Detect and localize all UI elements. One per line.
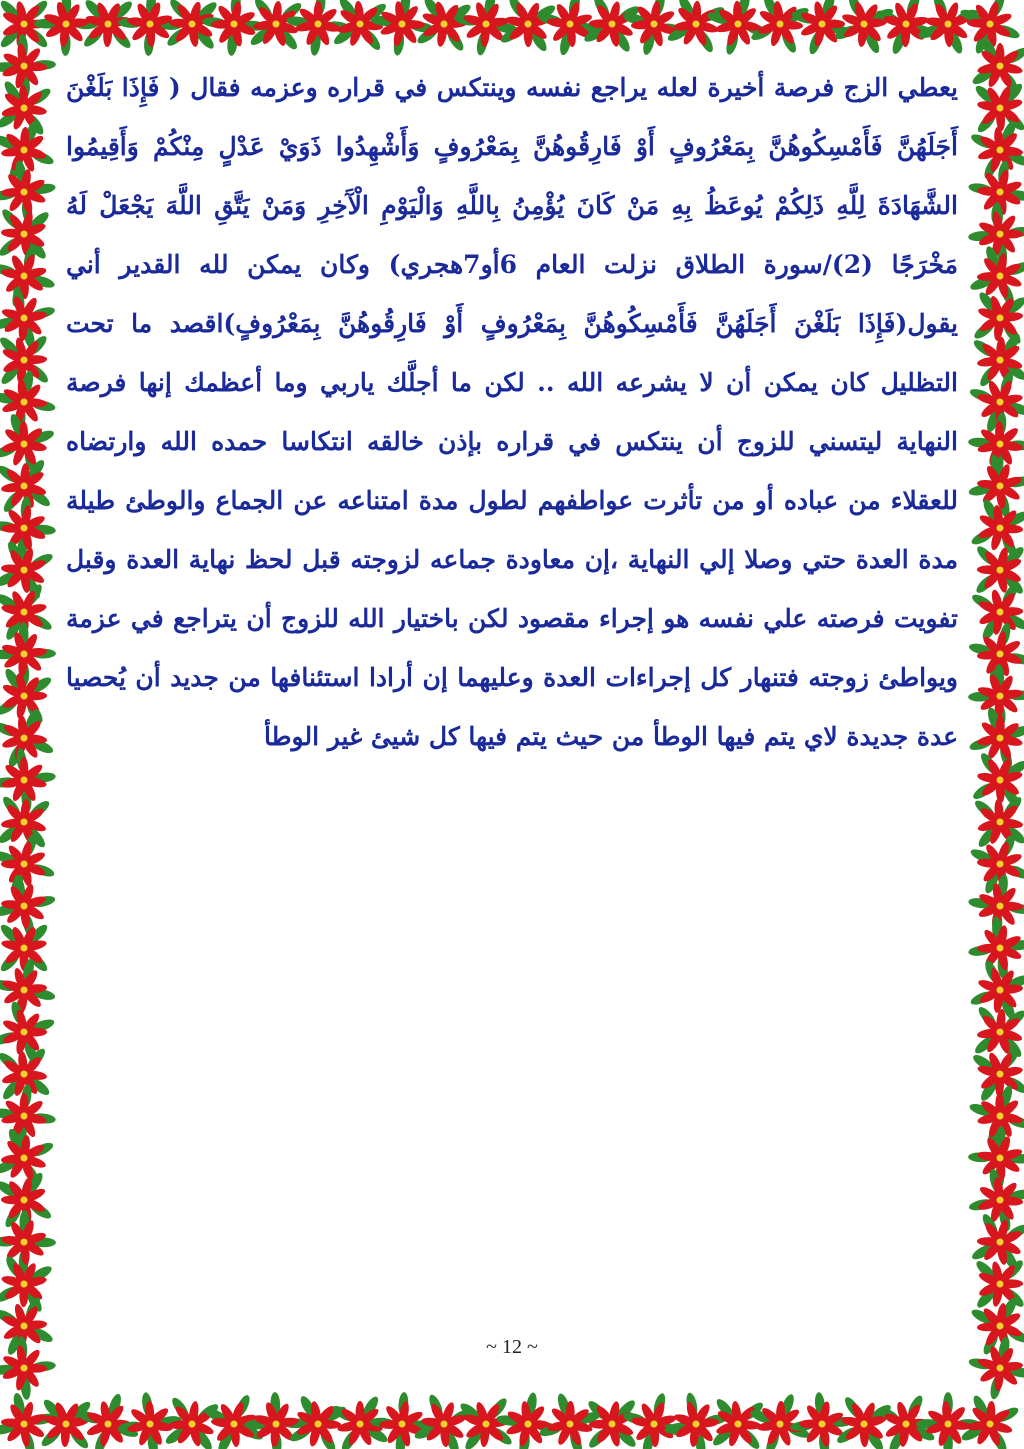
- poinsettia-flower: [973, 81, 1024, 136]
- poinsettia-flower: [0, 793, 53, 850]
- poinsettia-flower: [0, 410, 58, 479]
- poinsettia-flower: [911, 1387, 984, 1449]
- poinsettia-flower: [834, 1394, 895, 1449]
- page-body: [57, 58, 958, 766]
- poinsettia-flower: [965, 1081, 1024, 1151]
- page-number: ~ 12 ~: [486, 1336, 538, 1358]
- poinsettia-flower: [974, 1258, 1024, 1311]
- poinsettia-flower: [972, 794, 1024, 850]
- poinsettia-flower: [247, 0, 304, 53]
- poinsettia-flower: [965, 367, 1024, 436]
- poinsettia-flower: [586, 1398, 639, 1449]
- poinsettia-flower: [0, 705, 57, 772]
- body-paragraph: يعطي الزج فرصة أخيرة لعله يراجع نفسه وينتكس في قراره وعزمه فقال ( فَإِذَا بَلَغْنَ أَجَلَهُنَّ فَأَمْسِكُوهُنَّ بِمَعْرُوفٍ أَوْ فَارِقُوهُنَّ بِمَعْرُوفٍ وَأَشْهِدُوا ذَوَيْ عَدْلٍ مِنْكُمْ وَأَقِيمُوا الشَّهَادَةَ لِلَّهِ ذَلِكُمْ يُوعَظُ بِهِ مَنْ كَانَ يُؤْمِنُ بِاللَّهِ وَالْيَوْمِ الْآَخِرِ وَمَنْ يَتَّقِ اللَّهَ يَجْعَلْ لَهُ مَخْرَجًا (2)/سورة الطلاق نزلت العام 6أو7هجري) وكان يمكن لله القدير أني يقول(فَإِذَا بَلَغْنَ أَجَلَهُنَّ فَأَمْسِكُوهُنَّ بِمَعْرُوفٍ أَوْ فَارِقُوهُنَّ بِمَعْرُوفٍ)اقصد ما تحت التظليل كان يمكن أن لا يشرعه الله .. لكن ما أجلَّك ياربي وما أعظمك إنها فرصة النهاية ليتسني للزوج أن ينتكس في قراره بإذن خالقه انتكاسا حمده الله وارتضاه للعقلاء من عباده أو من تأثرت عواطفهم لطول مدة امتناعه عن الجماع والوطئ طيلة مدة العدة حتي وصلا إلي النهاية ،إن معاودة جماعه لزوجته قبل لحظ نهاية العدة وقبل تفويت فرصته علي نفسه هو إجراء مقصود لكن باختيار الله للزوج أن يتراجع في عزمة ويواطئ زوجته فتنهار كل إجراءات العدة وعليهما إن أرادا استئنافها من جديد أن يُحصيا عدة جديدة لاي يتم فيها الوطأ من حيث يتم فيها كل شيئ غير الوطأ: [57, 73, 958, 751]
